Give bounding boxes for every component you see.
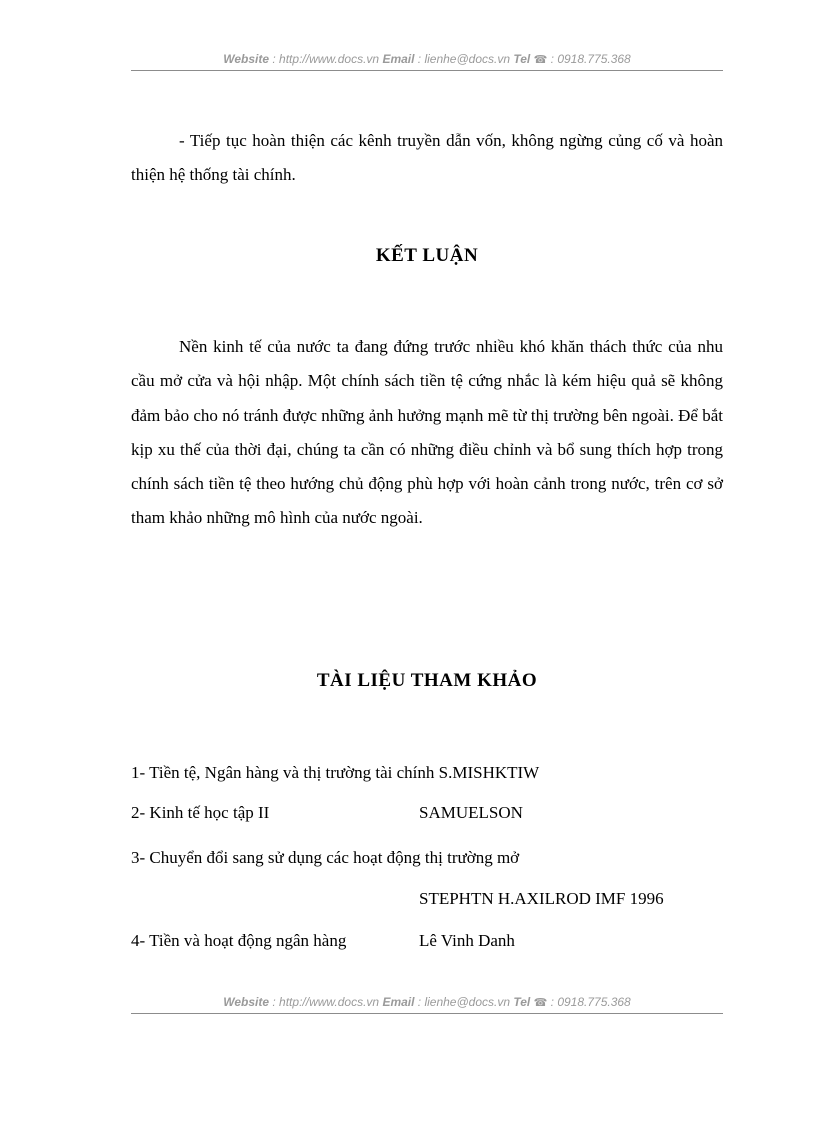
email-value[interactable]: : lienhe@docs.vn xyxy=(414,995,514,1009)
conclusion-paragraph-text: Nền kinh tế của nước ta đang đứng trước nhiều khó khăn thách thức của nhu cầu mở cửa và hội nhập. Một chính sách tiền tệ cứng nhắc là kém hiệu quả sẽ không đảm bảo cho nó tránh được những ảnh hưởng mạnh mẽ từ thị trường bên ngoài. Để bắt kịp xu thế của thời đại, chúng ta cần có những điều chỉnh và bổ sung thích hợp trong chính sách tiền tệ theo hướng chủ động phù hợp với hoàn cảnh trong nước, trên cơ sở tham khảo những mô hình của nước ngoài. xyxy=(131,337,723,528)
email-label: Email xyxy=(382,52,415,66)
website-label: Website xyxy=(223,52,270,66)
conclusion-heading: KẾT LUẬN xyxy=(375,245,479,266)
page-header xyxy=(131,52,723,66)
tel-label: Tel xyxy=(513,995,531,1009)
footer-divider xyxy=(131,1013,723,1014)
reference-item-2: 2- Kinh tế học tập II xyxy=(131,803,270,822)
phone-icon: ☎ xyxy=(533,997,548,1009)
website-label: Website xyxy=(223,995,270,1009)
page-footer xyxy=(131,995,723,1009)
reference-author-3: STEPHTN H.AXILROD IMF 1996 xyxy=(419,889,664,908)
reference-author-2: SAMUELSON xyxy=(419,803,523,822)
bullet-paragraph-text: - Tiếp tục hoàn thiện các kênh truyền dẫn vốn, không ngừng củng cố và hoàn thiện hệ thống tài chính. xyxy=(131,131,723,185)
email-value[interactable]: : lienhe@docs.vn xyxy=(414,52,514,66)
tel-label: Tel xyxy=(513,52,531,66)
tel-value: : 0918.775.368 xyxy=(547,52,631,66)
reference-author-4: Lê Vinh Danh xyxy=(419,931,515,950)
header-divider xyxy=(131,70,723,71)
reference-item-4: 4- Tiền và hoạt động ngân hàng xyxy=(131,931,347,950)
bullet-paragraph xyxy=(131,124,723,193)
phone-icon: ☎ xyxy=(533,54,548,66)
reference-item-3: 3- Chuyển đổi sang sử dụng các hoạt động thị trường mở xyxy=(131,848,520,867)
email-label: Email xyxy=(382,995,415,1009)
references-heading: TÀI LIỆU THAM KHẢO xyxy=(316,670,538,691)
tel-value: : 0918.775.368 xyxy=(547,995,631,1009)
reference-item-1: 1- Tiền tệ, Ngân hàng và thị trường tài chính S.MISHKTIW xyxy=(131,763,540,782)
conclusion-paragraph xyxy=(131,330,723,536)
website-value[interactable]: : http://www.docs.vn xyxy=(269,52,383,66)
website-value[interactable]: : http://www.docs.vn xyxy=(269,995,383,1009)
